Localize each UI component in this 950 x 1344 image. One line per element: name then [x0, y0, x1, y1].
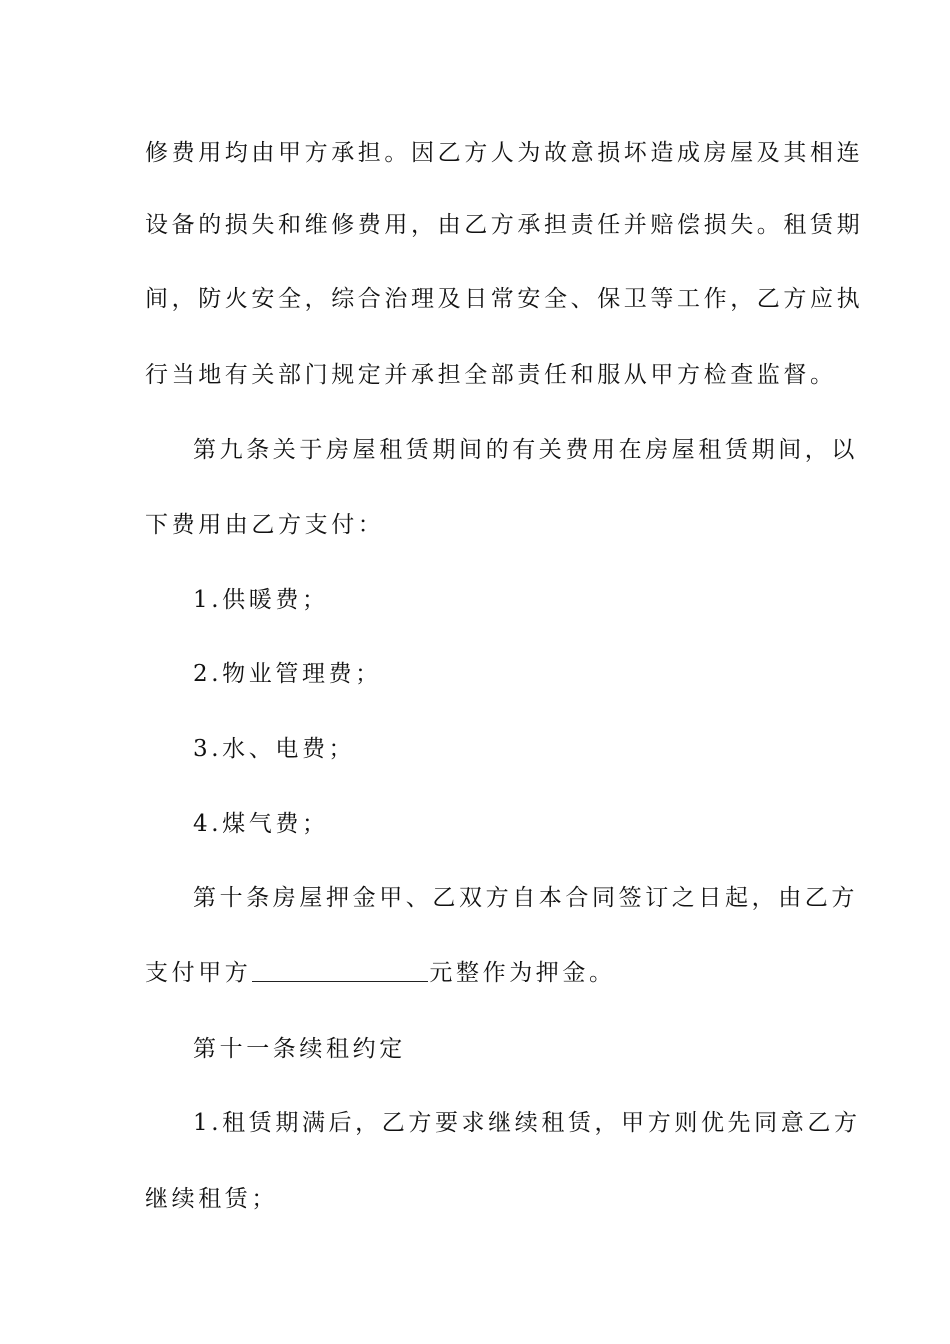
article-11-heading: 第十一条续租约定	[193, 1036, 406, 1062]
list-item: 4.煤气费；	[193, 811, 329, 837]
list-item: 2.物业管理费；	[193, 661, 382, 687]
paragraph-line: 修费用均由甲方承担。因乙方人为故意损坏造成房屋及其相连	[145, 140, 864, 166]
deposit-amount-blank	[252, 957, 428, 982]
paragraph-line: 间，防火安全，综合治理及日常安全、保卫等工作，乙方应执	[145, 286, 864, 312]
paragraph-line: 继续租赁；	[145, 1186, 278, 1212]
paragraph-line: 设备的损失和维修费用，由乙方承担责任并赔偿损失。租赁期	[145, 212, 864, 238]
list-item: 1.供暖费；	[193, 587, 329, 613]
article-9-heading-line: 第九条关于房屋租赁期间的有关费用在房屋租赁期间，以	[193, 437, 858, 463]
list-item: 3.水、电费；	[193, 736, 356, 762]
paragraph-line: 行当地有关部门规定并承担全部责任和服从甲方检查监督。	[145, 362, 837, 388]
article-10-heading-line: 第十条房屋押金甲、乙双方自本合同签订之日起，由乙方	[193, 885, 858, 911]
list-item: 1.租赁期满后，乙方要求继续租赁，甲方则优先同意乙方	[193, 1110, 861, 1136]
deposit-text-after: 元整作为押金。	[429, 960, 616, 986]
deposit-line	[145, 955, 805, 991]
paragraph-line: 下费用由乙方支付：	[145, 512, 385, 538]
deposit-text-before: 支付甲方	[145, 960, 252, 986]
